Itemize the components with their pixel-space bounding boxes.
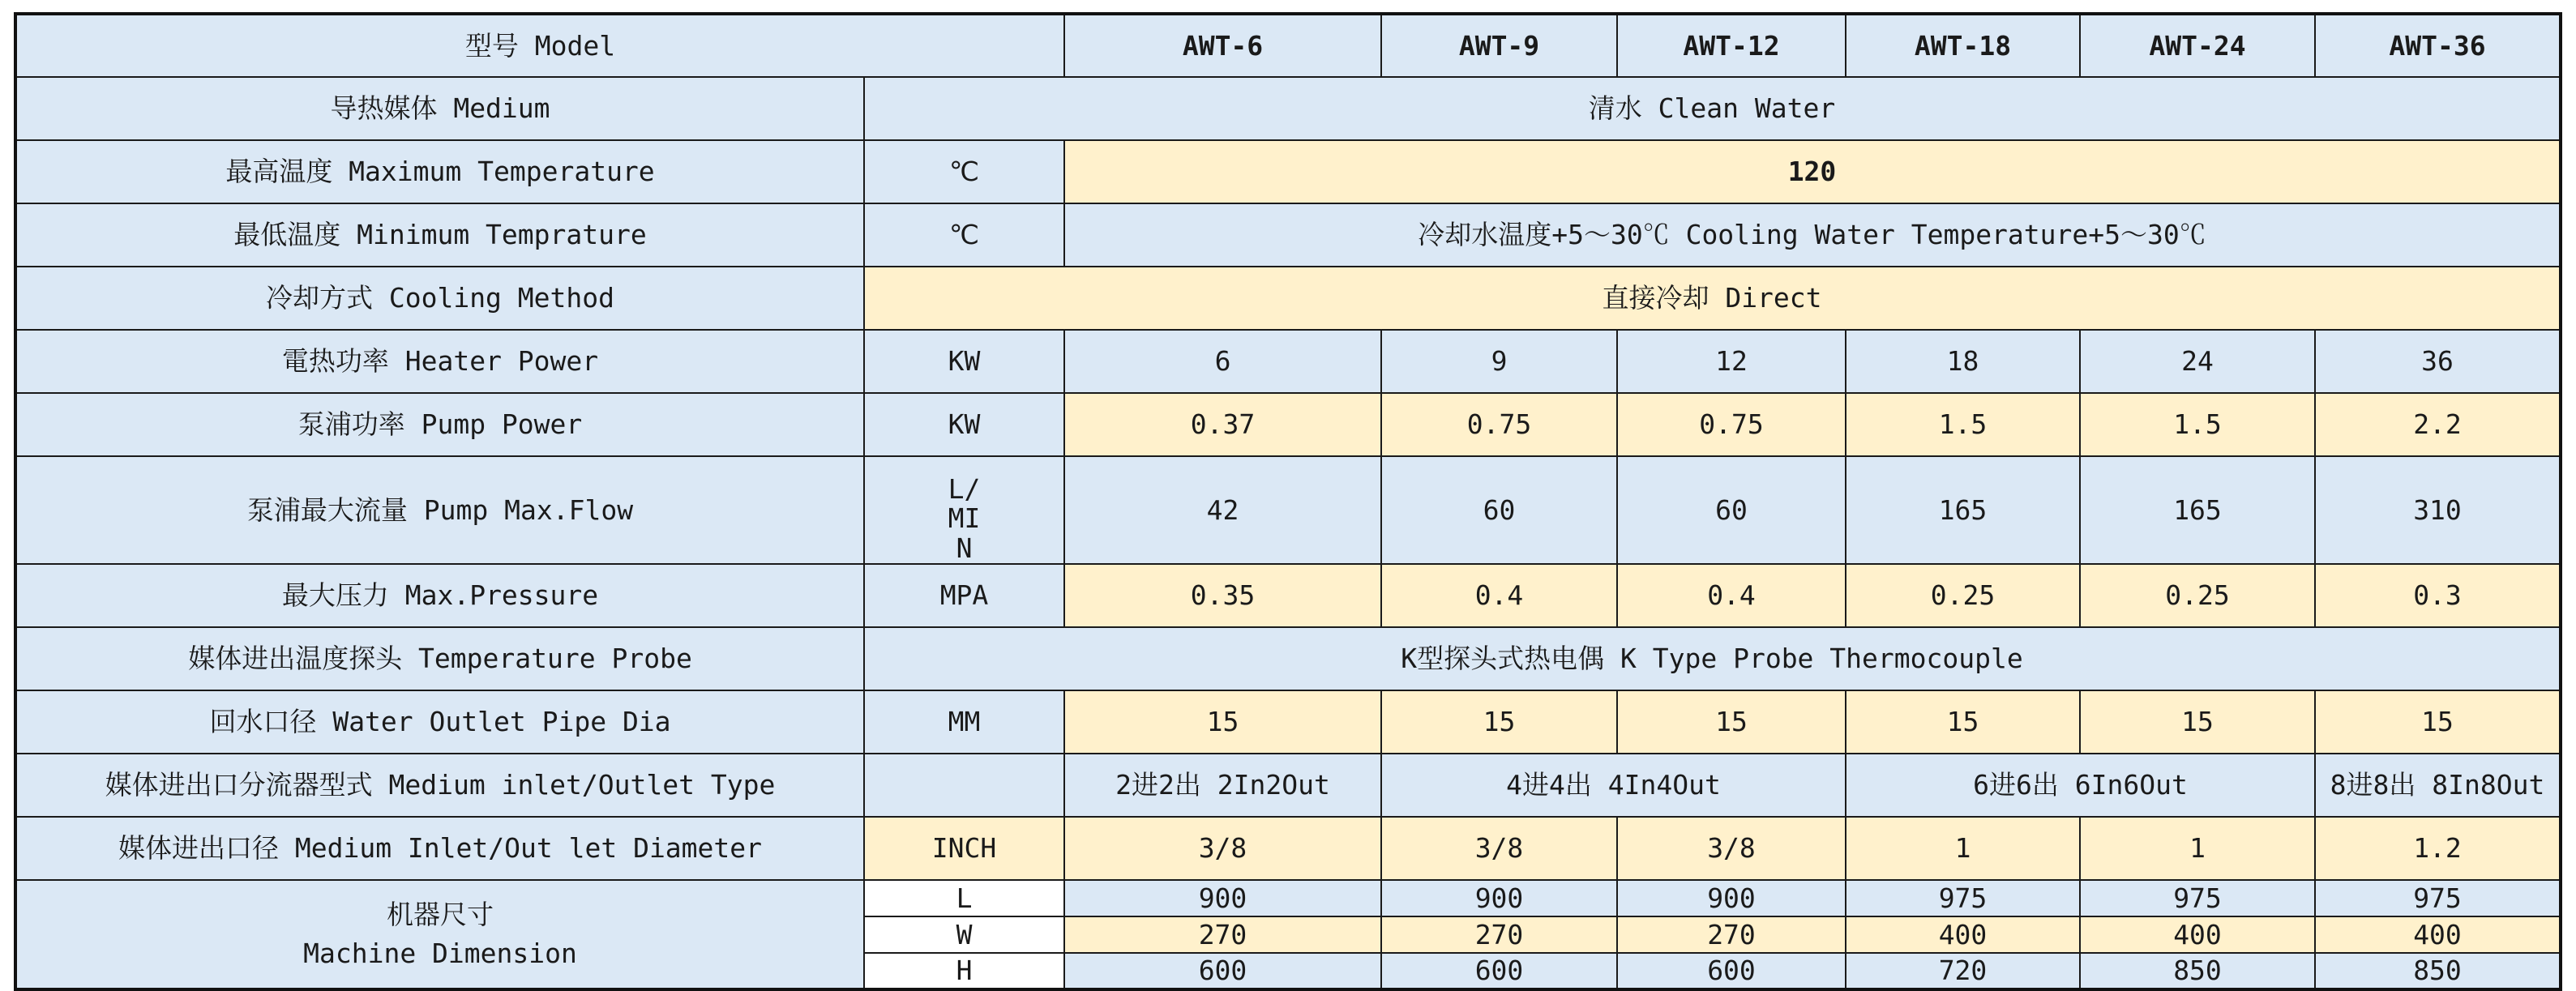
unit-cell: H xyxy=(864,953,1064,989)
medium-row xyxy=(15,77,2561,140)
value-cell: 60 xyxy=(1617,456,1846,564)
value-cell: 6进6出 6In6Out xyxy=(1846,754,2315,817)
row-label: 最低温度 Minimum Temprature xyxy=(15,203,864,267)
probe-row xyxy=(15,627,2561,690)
unit-cell xyxy=(864,456,1064,564)
pump-power-row xyxy=(15,393,2561,456)
value-cell: 975 xyxy=(2080,880,2315,916)
row-label: 媒体进出温度探头 Temperature Probe xyxy=(15,627,864,690)
value-cell: 12 xyxy=(1617,330,1846,393)
value-cell: 36 xyxy=(2315,330,2561,393)
value-cell: 0.75 xyxy=(1617,393,1846,456)
max-temp-row xyxy=(15,140,2561,203)
value-cell: 1.5 xyxy=(1846,393,2080,456)
value-cell: 1.2 xyxy=(2315,817,2561,880)
inlet-dia-row xyxy=(15,817,2561,880)
probe-value: K型探头式热电偶 K Type Probe Thermocouple xyxy=(864,627,2561,690)
row-label: 最高温度 Maximum Temperature xyxy=(15,140,864,203)
value-cell: 975 xyxy=(2315,880,2561,916)
value-cell: 0.35 xyxy=(1064,564,1381,627)
max-temp-value: 120 xyxy=(1064,140,2561,203)
cooling-value: 直接冷却 Direct xyxy=(864,267,2561,330)
min-temp-row xyxy=(15,203,2561,267)
value-cell: 15 xyxy=(2080,690,2315,754)
value-cell: 850 xyxy=(2315,953,2561,989)
unit-cell xyxy=(864,754,1064,817)
row-label: 媒体进出口分流器型式 Medium inlet/Outlet Type xyxy=(15,754,864,817)
value-cell: 8进8出 8In8Out xyxy=(2315,754,2561,817)
value-cell: 3/8 xyxy=(1064,817,1381,880)
model-label: 型号 Model xyxy=(15,14,1064,77)
value-cell: 15 xyxy=(1617,690,1846,754)
value-cell: 400 xyxy=(2315,916,2561,953)
model-name: AWT-24 xyxy=(2080,14,2315,77)
value-cell: 0.4 xyxy=(1381,564,1617,627)
value-cell: 0.25 xyxy=(1846,564,2080,627)
value-cell: 720 xyxy=(1846,953,2080,989)
model-name: AWT-12 xyxy=(1617,14,1846,77)
value-cell: 310 xyxy=(2315,456,2561,564)
model-name: AWT-18 xyxy=(1846,14,2080,77)
value-cell: 0.25 xyxy=(2080,564,2315,627)
unit-cell: ℃ xyxy=(864,203,1064,267)
pump-flow-row xyxy=(15,456,2561,564)
value-cell: 270 xyxy=(1381,916,1617,953)
value-cell: 2进2出 2In2Out xyxy=(1064,754,1381,817)
unit-cell: W xyxy=(864,916,1064,953)
dimension-label-cn: 机器尺寸 xyxy=(387,899,494,931)
unit-cell: MM xyxy=(864,690,1064,754)
unit-cell: ℃ xyxy=(864,140,1064,203)
value-cell: 400 xyxy=(2080,916,2315,953)
value-cell: 0.4 xyxy=(1617,564,1846,627)
value-cell: 24 xyxy=(2080,330,2315,393)
value-cell: 60 xyxy=(1381,456,1617,564)
value-cell: 165 xyxy=(2080,456,2315,564)
value-cell: 9 xyxy=(1381,330,1617,393)
min-temp-value: 冷却水温度+5～30℃ Cooling Water Temperature+5～30℃ xyxy=(1064,203,2561,267)
unit-cell: KW xyxy=(864,330,1064,393)
value-cell: 900 xyxy=(1381,880,1617,916)
row-label: 電热功率 Heater Power xyxy=(15,330,864,393)
value-cell: 4进4出 4In4Out xyxy=(1381,754,1846,817)
model-name: AWT-6 xyxy=(1064,14,1381,77)
value-cell: 270 xyxy=(1064,916,1381,953)
value-cell: 2.2 xyxy=(2315,393,2561,456)
row-label: 泵浦功率 Pump Power xyxy=(15,393,864,456)
row-label: 媒体进出口径 Medium Inlet/Out let Diameter xyxy=(15,817,864,880)
value-cell: 1 xyxy=(1846,817,2080,880)
dimension-row-l xyxy=(15,880,2561,916)
unit-cell: L xyxy=(864,880,1064,916)
header-row xyxy=(15,14,2561,77)
medium-value: 清水 Clean Water xyxy=(864,77,2561,140)
unit-cell: INCH xyxy=(864,817,1064,880)
row-label: 最大压力 Max.Pressure xyxy=(15,564,864,627)
value-cell: 270 xyxy=(1617,916,1846,953)
value-cell: 15 xyxy=(1381,690,1617,754)
dimension-label xyxy=(15,880,864,989)
unit-cell: KW xyxy=(864,393,1064,456)
model-name: AWT-36 xyxy=(2315,14,2561,77)
pressure-row xyxy=(15,564,2561,627)
value-cell: 600 xyxy=(1064,953,1381,989)
row-label: 冷却方式 Cooling Method xyxy=(15,267,864,330)
splitter-row xyxy=(15,754,2561,817)
row-label: 泵浦最大流量 Pump Max.Flow xyxy=(15,456,864,564)
value-cell: 15 xyxy=(2315,690,2561,754)
unit-text: L/MIN xyxy=(948,473,981,564)
row-label: 回水口径 Water Outlet Pipe Dia xyxy=(15,690,864,754)
value-cell: 15 xyxy=(1064,690,1381,754)
heater-row xyxy=(15,330,2561,393)
value-cell: 0.3 xyxy=(2315,564,2561,627)
value-cell: 1.5 xyxy=(2080,393,2315,456)
value-cell: 0.75 xyxy=(1381,393,1617,456)
value-cell: 18 xyxy=(1846,330,2080,393)
value-cell: 850 xyxy=(2080,953,2315,989)
value-cell: 900 xyxy=(1617,880,1846,916)
dimension-label-en: Machine Dimension xyxy=(303,937,577,969)
value-cell: 6 xyxy=(1064,330,1381,393)
value-cell: 600 xyxy=(1381,953,1617,989)
unit-cell: MPA xyxy=(864,564,1064,627)
cooling-row xyxy=(15,267,2561,330)
value-cell: 400 xyxy=(1846,916,2080,953)
outlet-row xyxy=(15,690,2561,754)
value-cell: 1 xyxy=(2080,817,2315,880)
value-cell: 900 xyxy=(1064,880,1381,916)
value-cell: 15 xyxy=(1846,690,2080,754)
value-cell: 3/8 xyxy=(1617,817,1846,880)
value-cell: 3/8 xyxy=(1381,817,1617,880)
row-label: 导热媒体 Medium xyxy=(15,77,864,140)
value-cell: 600 xyxy=(1617,953,1846,989)
value-cell: 42 xyxy=(1064,456,1381,564)
model-name: AWT-9 xyxy=(1381,14,1617,77)
value-cell: 975 xyxy=(1846,880,2080,916)
spec-table xyxy=(14,12,2562,991)
value-cell: 165 xyxy=(1846,456,2080,564)
value-cell: 0.37 xyxy=(1064,393,1381,456)
